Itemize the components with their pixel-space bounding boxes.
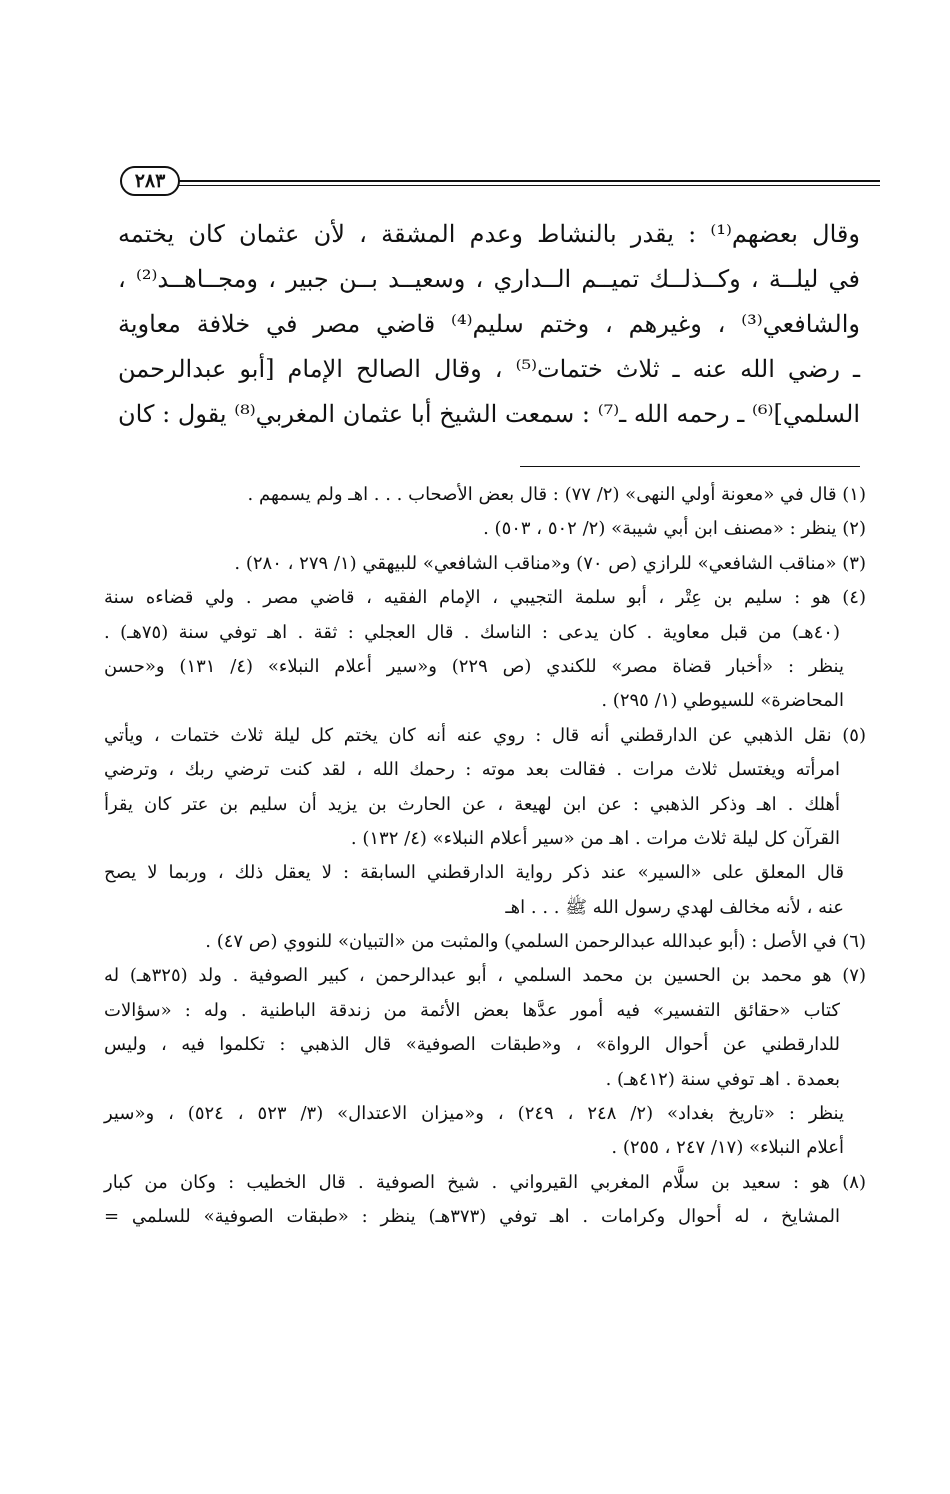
- footnote-line: المحاضرة» للسيوطي (١/ ٢٩٥) .: [601, 690, 844, 712]
- footnote-line: (٤٠هـ) من قبل معاوية . كان يدعى : الناسك . قال العجلي : ثقة . اهـ توفي سنة (٧٥هـ) .: [104, 621, 840, 643]
- footnote-line: بعمدة . اهـ توفي سنة (٤١٢هـ) .: [605, 1068, 840, 1090]
- page-number: ٢٨٣: [120, 166, 180, 196]
- footnote-line: امرأته ويغتسل ثلاث مرات . فقالت بعد موته : رحمك الله ، لقد كنت ترضي ربك ، وترضي: [104, 759, 840, 781]
- main-text-line: ـ رضي الله عنه ـ ثلاث ختمات⁽⁵⁾ ، وقال الصالح الإمام [أبو عبدالرحمن: [118, 355, 860, 383]
- footnote-line: أهلك . اهـ وذكر الذهبي : عن ابن لهيعة ، عن الحارث بن يزيد أن سليم بن عتر كان يقرأ: [104, 793, 840, 815]
- footnote-line: المشايخ ، له أحوال وكرامات . اهـ توفي (٣٧٣هـ) ينظر : «طبقات الصوفية» للسلمي =: [104, 1206, 841, 1228]
- footnote-line: للدارقطني عن أحوال الرواة» ، و«طبقات الصوفية» قال الذهبي : تكلموا فيه ، وليس: [104, 1034, 840, 1056]
- footnote-line: (٧) هو محمد بن الحسين بن محمد السلمي ، أبو عبدالرحمن ، كبير الصوفية . ولد (٣٢٥هـ) له: [104, 965, 866, 987]
- footnote-line: أعلام النبلاء» (١٧/ ٢٤٧ ، ٢٥٥) .: [611, 1137, 844, 1159]
- footnote-separator: [520, 466, 860, 467]
- footnote-line: كتاب «حقائق التفسير» فيه أمور عدَّها بعض الأئمة من زندقة الباطنية . وله : «سؤالات: [104, 999, 840, 1021]
- header-rule-thin: [168, 185, 880, 186]
- main-text-line: وقال بعضهم⁽¹⁾ : يقدر بالنشاط وعدم المشقة ، لأن عثمان كان يختمه: [118, 220, 860, 248]
- footnote-line: ينظر : «تاريخ بغداد» (٢/ ٢٤٨ ، ٢٤٩) ، و«ميزان الاعتدال» (٣/ ٥٢٣ ، ٥٢٤) ، و«سير: [104, 1103, 844, 1125]
- header-rule: [168, 180, 880, 182]
- footnote-line: عنه ، لأنه مخالف لهدي رسول الله ﷺ . . . اهـ: [505, 896, 844, 918]
- footnote-line: (٤) هو : سليم بن عِتْر ، أبو سلمة التجيبي ، الإمام الفقيه ، قاضي مصر . ولي قضاءه سنة: [104, 587, 866, 609]
- main-text-line: والشافعي⁽³⁾ ، وغيرهم ، وختم سليم⁽⁴⁾ قاضي مصر في خلافة معاوية: [118, 310, 860, 338]
- main-text: [118, 212, 860, 437]
- main-text-line: في ليلــة ، وكــذلــك تميــم الــداري ، وسعيــد بــن جبير ، ومجــاهــد⁽²⁾ ،: [118, 265, 860, 293]
- footnote-line: (٥) نقل الذهبي عن الدارقطني أنه قال : روي عنه أنه كان يختم كل ليلة ثلاث ختمات ، ويأتي: [104, 724, 866, 746]
- footnote-line: ينظر : «أخبار قضاة مصر» للكندي (ص ٢٢٩) و«سير أعلام النبلاء» (٤/ ١٣١) و«حسن: [104, 655, 845, 677]
- footnotes: [104, 478, 866, 1235]
- footnote-line: (٢) ينظر : «مصنف ابن أبي شيبة» (٢/ ٥٠٢ ، ٥٠٣) .: [483, 518, 866, 540]
- footnote-line: (٦) في الأصل : (أبو عبدالله عبدالرحمن السلمي) والمثبت من «التبيان» للنووي (ص ٤٧) .: [205, 931, 866, 953]
- footnote-line: قال المعلق على «السير» عند ذكر رواية الدارقطني السابقة : لا يعقل ذلك ، وربما لا يصح: [104, 862, 844, 884]
- footnote-line: (١) قال في «معونة أولي النهى» (٢/ ٧٧) : قال بعض الأصحاب . . . اهـ ولم يسمهم .: [247, 484, 866, 505]
- main-text-line: السلمي]⁽⁶⁾ ـ رحمه الله ـ⁽⁷⁾ : سمعت الشيخ أبا عثمان المغربي⁽⁸⁾ يقول : كان: [118, 400, 861, 428]
- footnote-line: (٨) هو : سعيد بن سلَّام المغربي القيرواني . شيخ الصوفية . قال الخطيب : وكان من كبار: [104, 1171, 866, 1193]
- footnote-line: القرآن كل ليلة ثلاث مرات . اهـ من «سير أعلام النبلاء» (٤/ ١٣٢) .: [350, 827, 840, 849]
- page-header: [120, 166, 880, 200]
- footnote-line: (٣) «مناقب الشافعي» للرازي (ص ٧٠) و«مناقب الشافعي» للبيهقي (١/ ٢٧٩ ، ٢٨٠) .: [234, 552, 866, 574]
